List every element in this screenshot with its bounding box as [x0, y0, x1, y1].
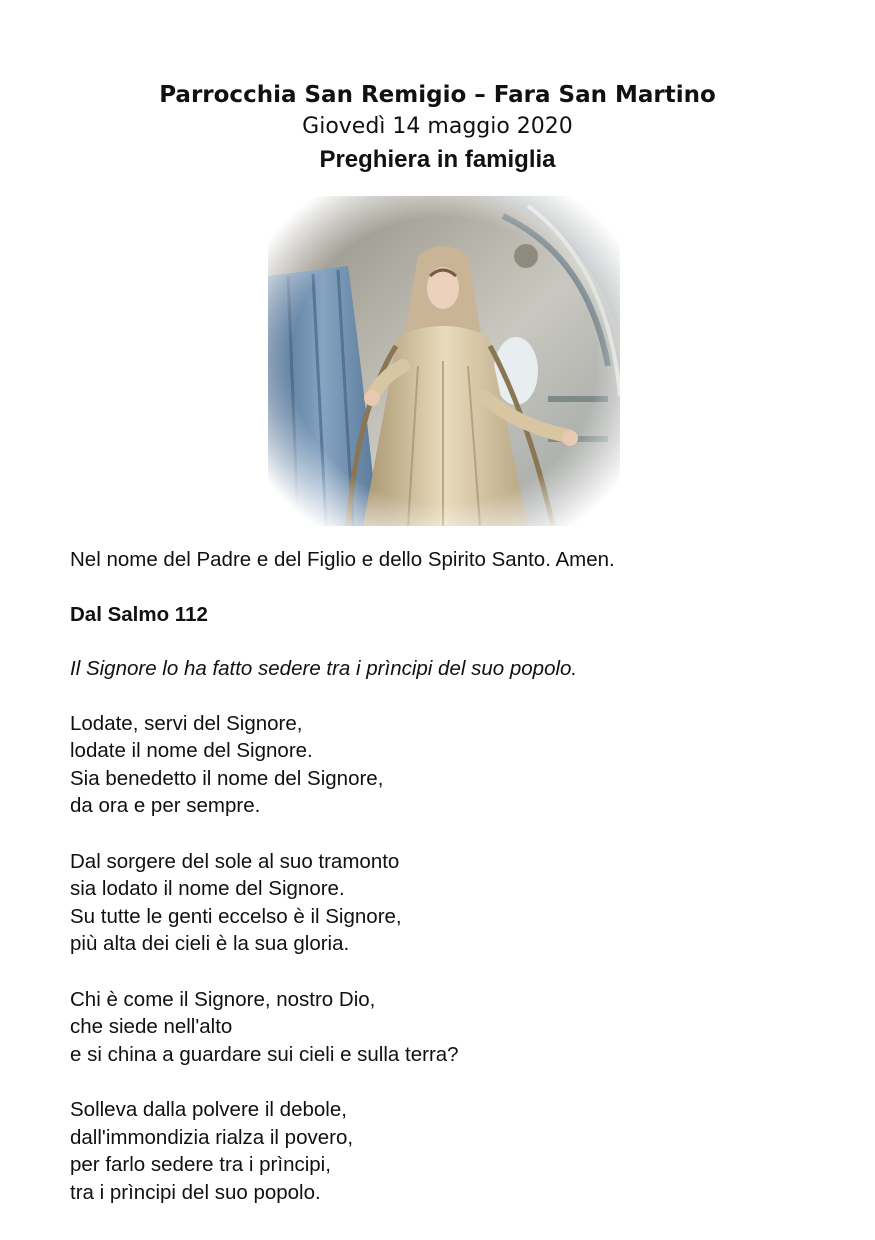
- psalm-verse: Sia benedetto il nome del Signore,: [70, 766, 384, 790]
- psalm-verse: che siede nell'alto: [70, 1015, 233, 1038]
- psalm-verse: Solleva dalla polvere il debole,: [70, 1098, 347, 1121]
- psalm-verse: e si china a guardare sui cieli e sulla terra?: [70, 1042, 459, 1066]
- psalm-verse: per farlo sedere tra i prìncipi,: [70, 1153, 331, 1176]
- psalm-stanza-4: [70, 1096, 830, 1206]
- psalm-title: Dal Salmo 112: [70, 602, 208, 626]
- invocation-text: Nel nome del Padre e del Figlio e dello Spirito Santo. Amen.: [70, 548, 615, 571]
- psalm-verse: lodate il nome del Signore.: [70, 739, 313, 762]
- madonna-statue-photo: [268, 196, 620, 526]
- psalm-antiphon: Il Signore lo ha fatto sedere tra i prìncipi del suo popolo.: [70, 657, 578, 680]
- psalm-verse: da ora e per sempre.: [70, 794, 261, 817]
- psalm-verse: più alta dei cieli è la sua gloria.: [70, 932, 350, 955]
- psalm-verse: Chi è come il Signore, nostro Dio,: [70, 987, 376, 1011]
- prayer-subtitle: Preghiera in famiglia: [319, 146, 556, 173]
- psalm-verse: dall'immondizia rialza il povero,: [70, 1125, 354, 1149]
- psalm-stanza-2: [70, 848, 830, 958]
- psalm-verse: tra i prìncipi del suo popolo.: [70, 1180, 321, 1204]
- document-header: [0, 78, 875, 178]
- prayer-content: [70, 546, 830, 1234]
- psalm-stanza-1: [70, 710, 830, 820]
- psalm-verse: Lodate, servi del Signore,: [70, 711, 303, 735]
- psalm-verse: Dal sorgere del sole al suo tramonto: [70, 849, 400, 873]
- psalm-verse: sia lodato il nome del Signore.: [70, 877, 345, 900]
- psalm-stanza-3: [70, 986, 830, 1069]
- parish-title: Parrocchia San Remigio – Fara San Martino: [159, 82, 716, 108]
- madonna-statue-icon: [268, 196, 620, 526]
- date-line: Giovedì 14 maggio 2020: [302, 114, 573, 139]
- psalm-verse: Su tutte le genti eccelso è il Signore,: [70, 904, 402, 928]
